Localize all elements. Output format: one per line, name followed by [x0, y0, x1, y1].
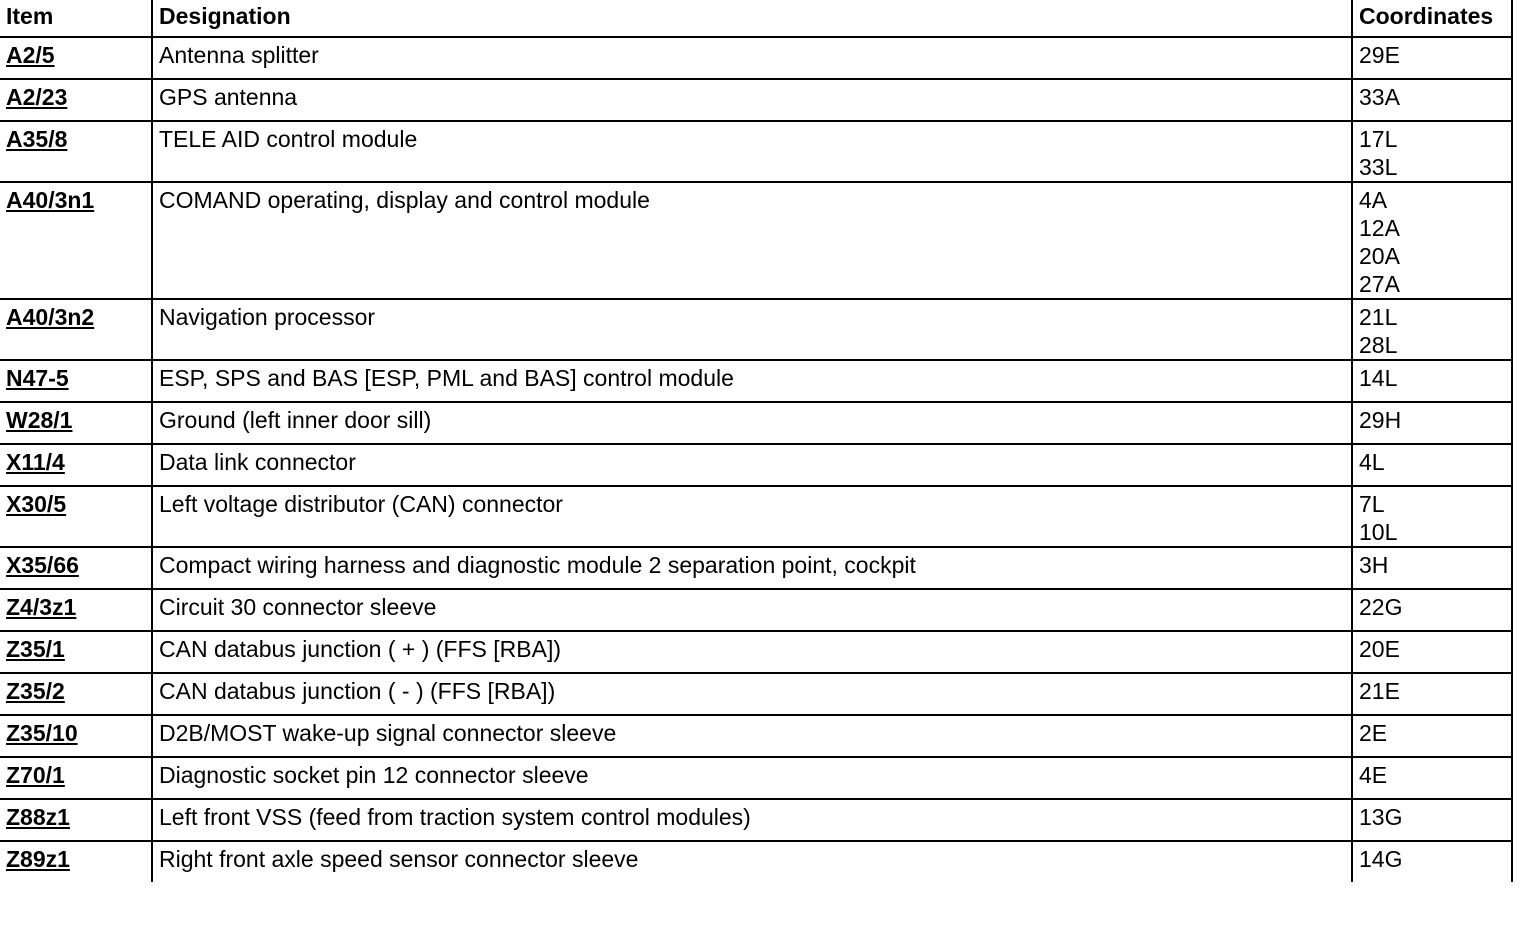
table-body — [0, 37, 1512, 882]
coordinate-value: 14G — [1359, 846, 1403, 872]
table-row — [0, 402, 1512, 444]
item-link[interactable]: X11/4 — [6, 449, 65, 475]
designation-cell: GPS antenna — [152, 79, 1352, 121]
item-cell — [0, 841, 152, 882]
item-cell — [0, 673, 152, 715]
designation-cell: D2B/MOST wake-up signal connector sleeve — [152, 715, 1352, 757]
coordinate-value: 2E — [1359, 720, 1388, 746]
designation-cell: TELE AID control module — [152, 121, 1352, 182]
header-item: Item — [0, 0, 152, 37]
coordinates-cell — [1352, 444, 1512, 486]
coordinates-cell — [1352, 799, 1512, 841]
table-row — [0, 182, 1512, 299]
coordinate-value: 14L — [1359, 365, 1398, 391]
coordinates-cell — [1352, 486, 1512, 547]
coordinates-cell — [1352, 715, 1512, 757]
coordinate-value: 20E — [1359, 636, 1400, 662]
designation-cell: Circuit 30 connector sleeve — [152, 589, 1352, 631]
coordinate-value: 12A — [1359, 215, 1400, 241]
designation-cell: COMAND operating, display and control module — [152, 182, 1352, 299]
coordinate-value: 22G — [1359, 594, 1403, 620]
table-row — [0, 673, 1512, 715]
coordinate-value: 33L — [1359, 154, 1398, 180]
item-cell — [0, 182, 152, 299]
coordinates-cell — [1352, 37, 1512, 79]
item-link[interactable]: Z70/1 — [6, 762, 65, 788]
table-row — [0, 121, 1512, 182]
designation-cell: Ground (left inner door sill) — [152, 402, 1352, 444]
item-link[interactable]: Z35/1 — [6, 636, 65, 662]
coordinates-cell — [1352, 299, 1512, 360]
table-row — [0, 757, 1512, 799]
coordinate-value: 29H — [1359, 407, 1402, 433]
item-cell — [0, 360, 152, 402]
table-row — [0, 589, 1512, 631]
item-cell — [0, 79, 152, 121]
coordinate-value: 20A — [1359, 243, 1400, 269]
coordinates-cell — [1352, 589, 1512, 631]
designation-cell: Compact wiring harness and diagnostic module 2 separation point, cockpit — [152, 547, 1352, 589]
designation-cell: Navigation processor — [152, 299, 1352, 360]
table-row — [0, 299, 1512, 360]
item-link[interactable]: W28/1 — [6, 407, 73, 433]
table-row — [0, 799, 1512, 841]
coordinate-value: 27A — [1359, 271, 1400, 297]
coordinates-cell — [1352, 631, 1512, 673]
item-link[interactable]: A40/3n2 — [6, 304, 95, 330]
header-coordinates: Coordinates — [1352, 0, 1512, 37]
coordinates-cell — [1352, 402, 1512, 444]
coordinate-value: 13G — [1359, 804, 1403, 830]
item-link[interactable]: Z4/3z1 — [6, 594, 77, 620]
designation-cell: Right front axle speed sensor connector sleeve — [152, 841, 1352, 882]
coordinates-cell — [1352, 547, 1512, 589]
designation-cell: Diagnostic socket pin 12 connector sleeve — [152, 757, 1352, 799]
designation-cell: CAN databus junction ( + ) (FFS [RBA]) — [152, 631, 1352, 673]
coordinate-value: 4E — [1359, 762, 1388, 788]
coordinate-value: 33A — [1359, 84, 1400, 110]
item-link[interactable]: N47-5 — [6, 365, 69, 391]
item-cell — [0, 799, 152, 841]
coordinates-cell — [1352, 673, 1512, 715]
coordinates-cell — [1352, 841, 1512, 882]
designation-cell: Left voltage distributor (CAN) connector — [152, 486, 1352, 547]
item-cell — [0, 715, 152, 757]
coordinate-value: 4A — [1359, 187, 1388, 213]
table-row — [0, 715, 1512, 757]
designation-cell: Data link connector — [152, 444, 1352, 486]
designation-cell: Antenna splitter — [152, 37, 1352, 79]
coordinate-value: 28L — [1359, 332, 1398, 358]
designation-cell: ESP, SPS and BAS [ESP, PML and BAS] control module — [152, 360, 1352, 402]
table-row — [0, 547, 1512, 589]
item-link[interactable]: Z35/2 — [6, 678, 65, 704]
item-cell — [0, 121, 152, 182]
item-link[interactable]: Z35/10 — [6, 720, 78, 746]
item-cell — [0, 402, 152, 444]
item-cell — [0, 631, 152, 673]
header-designation: Designation — [152, 0, 1352, 37]
item-cell — [0, 547, 152, 589]
item-cell — [0, 757, 152, 799]
coordinate-value: 7L — [1359, 491, 1385, 517]
item-cell — [0, 589, 152, 631]
item-link[interactable]: A40/3n1 — [6, 187, 95, 213]
table-row — [0, 37, 1512, 79]
designation-cell: CAN databus junction ( - ) (FFS [RBA]) — [152, 673, 1352, 715]
coordinate-value: 10L — [1359, 519, 1398, 545]
coordinate-value: 17L — [1359, 126, 1398, 152]
item-cell — [0, 299, 152, 360]
table-row — [0, 444, 1512, 486]
table-header-row — [0, 0, 1512, 37]
table-row — [0, 360, 1512, 402]
item-link[interactable]: X35/66 — [6, 552, 79, 578]
coordinate-value: 4L — [1359, 449, 1385, 475]
item-link[interactable]: Z88z1 — [6, 804, 70, 830]
table-row — [0, 841, 1512, 882]
table-row — [0, 631, 1512, 673]
coordinates-cell — [1352, 360, 1512, 402]
item-cell — [0, 37, 152, 79]
coordinate-value: 21L — [1359, 304, 1398, 330]
table-row — [0, 486, 1512, 547]
item-link[interactable]: Z89z1 — [6, 846, 70, 872]
item-link[interactable]: A2/23 — [6, 84, 68, 110]
coordinate-value: 21E — [1359, 678, 1400, 704]
coordinate-value: 29E — [1359, 42, 1400, 68]
designation-cell: Left front VSS (feed from traction system control modules) — [152, 799, 1352, 841]
coordinates-cell — [1352, 757, 1512, 799]
item-cell — [0, 444, 152, 486]
coordinates-cell — [1352, 121, 1512, 182]
coordinate-value: 3H — [1359, 552, 1389, 578]
item-link[interactable]: X30/5 — [6, 491, 67, 517]
item-cell — [0, 486, 152, 547]
item-link[interactable]: A35/8 — [6, 126, 68, 152]
table-row — [0, 79, 1512, 121]
item-link[interactable]: A2/5 — [6, 42, 55, 68]
coordinates-cell — [1352, 79, 1512, 121]
coordinates-cell — [1352, 182, 1512, 299]
